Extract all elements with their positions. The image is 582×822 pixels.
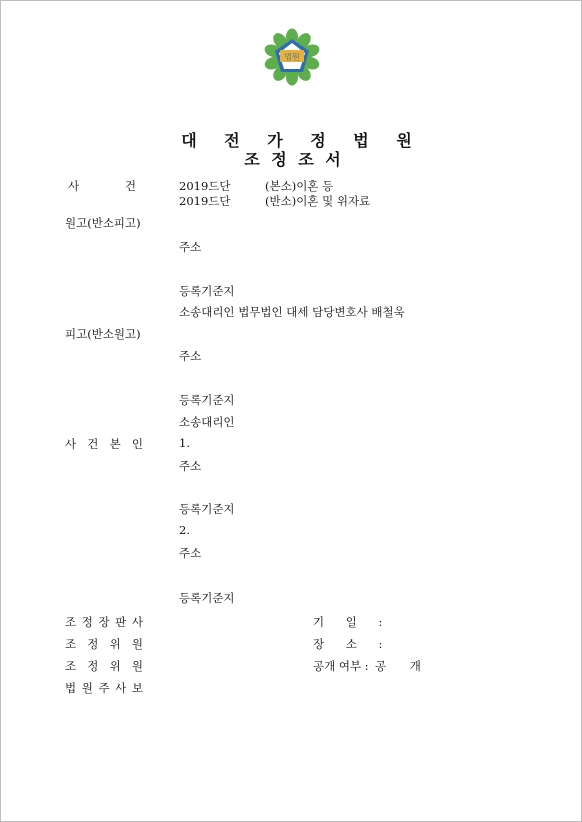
public-status-value: 공 개 bbox=[375, 659, 421, 673]
defendant-label: 피고(반소원고) bbox=[65, 327, 141, 341]
principal-1-address-label: 주소 bbox=[179, 459, 202, 473]
plaintiff-label: 원고(반소피고) bbox=[65, 216, 141, 230]
hearing-place-label: 장 소 : bbox=[313, 637, 383, 651]
plaintiff-attorney: 소송대리인 법무법인 대세 담당변호사 배철욱 bbox=[179, 305, 405, 319]
court-name: 대 전 가 정 법 원 bbox=[181, 131, 423, 150]
hearing-date-label: 기 일 : bbox=[313, 615, 383, 629]
principal-2-number: 2. bbox=[179, 523, 190, 537]
case-number-2: 2019드단 bbox=[179, 194, 231, 208]
principal-2-address-label: 주소 bbox=[179, 546, 202, 560]
official-mediator-2: 조 정 위 원 bbox=[65, 659, 143, 673]
official-presiding-judge: 조 정 장 판 사 bbox=[65, 615, 143, 629]
defendant-address-label: 주소 bbox=[179, 349, 202, 363]
principal-1-number: 1. bbox=[179, 436, 190, 450]
defendant-attorney-label: 소송대리인 bbox=[179, 415, 235, 429]
case-desc-1: (본소)이혼 등 bbox=[265, 179, 334, 193]
official-mediator-1: 조 정 위 원 bbox=[65, 637, 143, 651]
principal-1-registry-label: 등록기준지 bbox=[179, 502, 235, 516]
defendant-registry-label: 등록기준지 bbox=[179, 393, 235, 407]
public-status-label: 공개 여부 : bbox=[313, 659, 369, 673]
plaintiff-registry-label: 등록기준지 bbox=[179, 284, 235, 298]
plaintiff-address-label: 주소 bbox=[179, 240, 202, 254]
principal-2-registry-label: 등록기준지 bbox=[179, 591, 235, 605]
case-number-1: 2019드단 bbox=[179, 179, 231, 193]
official-court-clerk: 법 원 주 사 보 bbox=[65, 681, 143, 695]
court-seal-emblem bbox=[262, 28, 322, 86]
case-label: 사 건 bbox=[68, 179, 136, 193]
case-desc-2: (반소)이혼 및 위자료 bbox=[265, 194, 371, 208]
seal-text: 법원 bbox=[284, 52, 300, 62]
document-title: 조 정 조 서 bbox=[244, 150, 344, 169]
principal-label: 사 건 본 인 bbox=[65, 437, 143, 451]
